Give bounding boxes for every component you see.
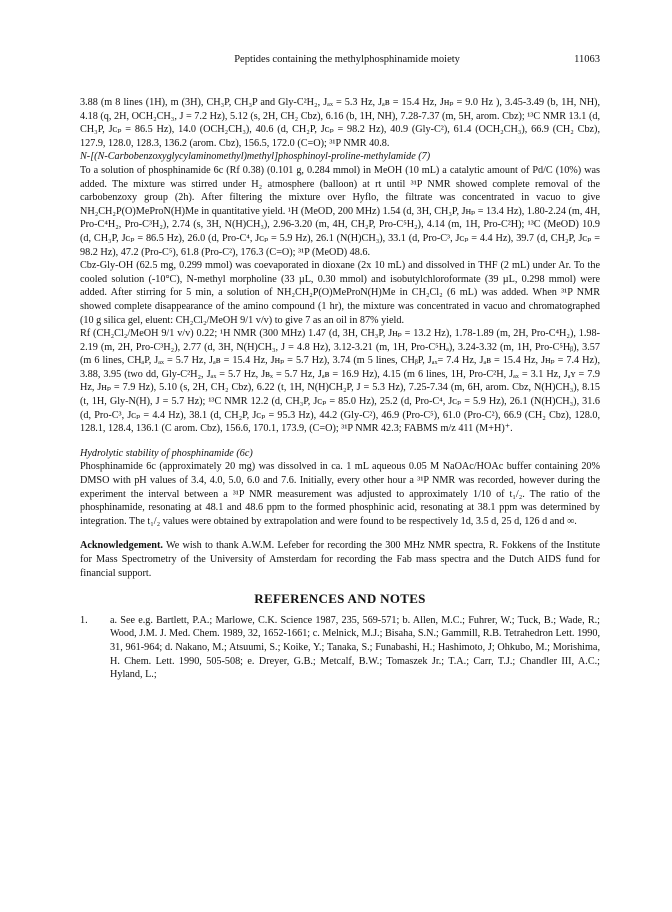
reference-text: a. See e.g. Bartlett, P.A.; Marlowe, C.K. Science 1987, 235, 569-571; b. Allen, M.C.; Fuhrer, W.; Tuck, B.; Wade, R.; Wood, J.M. J. Med. Chem. 1989, 32, 1652-1661; c. Melnick, M.J.; Bisaha, S.N.; Gammill, R.B. Tetrahedron Lett. 1990, 31, 961-964; d. Nakano, M.; Atsuumi, S.; Koike, Y.; Tanaka, S.; Funabashi, H.; Hashimoto, J; Ohkubo, M.; Morishima, H. Chem. Lett. 1990, 505-508; e. Dreyer, G.B.; Metcalf, B.W.; Tomaszek Jr.; T.A.; Carr, T.J.; Chandler III, A.C.; Hyland, L.; bbox=[110, 614, 600, 681]
compound-7-title: N-[(N-Carbobenzoxyglycylaminomethyl)methyl]phosphinoyl-proline-methylamide (7) bbox=[80, 151, 431, 163]
running-title: Peptides containing the methylphosphinamide moiety bbox=[234, 54, 460, 65]
page-number: 11063 bbox=[574, 54, 600, 65]
compound-7-coupling: Cbz-Gly-OH (62.5 mg, 0.299 mmol) was coevaporated in dioxane (2x 10 mL) and dissolved in THF (2 mL) under Ar. To the cooled solution (-10°C), N-methyl morpholine (33 µL, 0.30 mmol) and isobutylchloroformate (39 µL, 0.298 mmol) were added. After stirring for 5 min, a solution of NH₂CH₂P(O)MeProN(H)Me in CH₂Cl₂ (6 mL) was added. When ³¹P NMR showed complete disappearance of the amino compound (1 hr), the mixture was concentrated in vacuo and chromatographed (10 g silica gel, eluent: CH₂Cl₂/MeOH 9/1 v/v) to give 7 as an oil in 87% yield. bbox=[80, 260, 600, 326]
running-header bbox=[80, 54, 600, 65]
hydrolytic-stability-text: Phosphinamide 6c (approximately 20 mg) was dissolved in ca. 1 mL aqueous 0.05 M NaOAc/HOAc buffer containing 20% DMSO with pH values of 3.4, 4.0, 5.0, 6.0 and 7.6. Initially, every other hour a ³¹P NMR was recorded, however during the experiment the interval between a ³¹P NMR measurement was adjusted to approximately 1/10 of t₁/₂. The ratio of the phosphinamide, resonating at 48.1 and 48.6 ppm to the formed phosphinic acid, resonating at 38.1 ppm was determined by integration. The t₁/₂ values were obtained by extrapolation and were found to be respectively 1d, 3.5 d, 25 d, 126 d and ∞. bbox=[80, 461, 600, 527]
article-body bbox=[80, 96, 600, 682]
compound-7-characterization: Rf (CH₂Cl₂/MeOH 9/1 v/v) 0.22; ¹H NMR (300 MHz) 1.47 (d, 3H, CH₃P, Jʜₚ = 13.2 Hz), 1.78-1.89 (m, 2H, Pro-C⁴H₂), 1.98-2.19 (m, 2H, Pro-C³H₂), 2.77 (d, 3H, N(H)CH₃, J = 4.8 Hz), 3.12-3.21 (m, 1H, Pro-C⁵Hₐ), 3.24-3.32 (m, 1H, Pro-C⁵Hᵦ), 3.57 (m 6 lines, CHₐP, Jₐₓ = 5.7 Hz, Jₐʙ = 15.4 Hz, Jʜₚ = 5.7 Hz), 3.74 (m 5 lines, CHᵦP, Jₐₓ= 7.4 Hz, Jₐʙ = 15.4 Hz, Jʜₚ = 7.4 Hz), 3.88, 3.95 (two dd, Gly-C²H₂, Jₐₓ = 5.7 Hz, Jʙₓ = 5.7 Hz, Jₐʙ = 16.9 Hz), 4.15 (m 6 lines, 1H, Pro-C²H, Jₐₓ = 3.1 Hz, Jₐʏ = 7.9 Hz, Jʜₚ = 7.9 Hz), 5.10 (s, 2H, CH₂ Cbz), 6.22 (t, 1H, N(H)CH₂P, J = 5.3 Hz), 7.25-7.34 (m, 6H, arom. Cbz, N(H)CH₃), 8.15 (t, 1H, Gly-N(H), J = 5.7 Hz); ¹³C NMR 12.2 (d, CH₃P, Jᴄₚ = 85.0 Hz), 25.2 (d, Pro-C⁴, Jᴄₚ = 5.9 Hz), 26.1 (N(H)CH₃), 31.6 (d, Pro-C³, Jᴄₚ = 4.4 Hz), 38.1 (d, CH₂P, Jᴄₚ = 95.3 Hz), 44.2 (Gly-C²), 46.9 (Pro-C⁵), 61.0 (Pro-C²), 66.9 (CH₂ Cbz), 128.0, 128.1, 128.4, 136.1 (C arom. Cbz), 156.6, 170.1, 173.9, (C=O); ³¹P NMR 42.3; FABMS m/z 411 (M+H)⁺. bbox=[80, 328, 600, 435]
compound-7-procedure: To a solution of phosphinamide 6c (Rf 0.38) (0.101 g, 0.284 mmol) in MeOH (10 mL) a catalytic amount of Pd/C (10%) was added. The mixture was stirred under H₂ atmosphere (balloon) at rt until ³¹P NMR showed complete removal of the carbobenzoxy group (2h). After filtering the mixture over Hyflo, the filtrate was concentrated in vacuo to give NH₂CH₂P(O)MeProN(H)Me in quantitative yield. ¹H (MeOD, 200 MHz) 1.54 (d, 3H, CH₃P, Jʜₚ = 13.4 Hz), 1.80-2.24 (m, 4H, Pro-C⁴H₂, Pro-C³H₂), 2.74 (s, 3H, N(H)CH₃), 2.96-3.20 (m, 4H, CH₂P, Pro-C⁵H₂), 4.14 (m, 1H, Pro-C²H); ¹³C (MeOD) 10.9 (d, CH₃P, Jᴄₚ = 86.5 Hz), 26.0 (d, Pro-C⁴, Jᴄₚ = 5.9 Hz), 26.1 (N(H)CH₃), 33.1 (d, Pro-C³, Jᴄₚ = 4.4 Hz), 39.7 (d, CH₂P, Jᴄₚ = 98.2 Hz), 47.2 (Pro-C⁵), 61.8 (Pro-C²), 176.3 (C=O); ³¹P (MeOD) 48.6. bbox=[80, 164, 600, 258]
acknowledgement-text: We wish to thank A.W.M. Lefeber for recording the 300 MHz NMR spectra, R. Fokkens of the Institute for Mass Spectrometry of the University of Amsterdam for recording the Fab mass spectra and the Dutch AIDS fund for financial support. bbox=[80, 540, 600, 579]
reference-item bbox=[80, 614, 600, 682]
reference-number: 1. bbox=[80, 614, 88, 626]
nmr-data-paragraph: 3.88 (m 8 lines (1H), m (3H), CH₃P, CH₃P and Gly-C²H₂, Jₐₓ = 5.3 Hz, Jₐʙ = 15.4 Hz, Jʜₚ = 9.0 Hz ), 3.45-3.49 (b, 1H, NH), 4.18 (q, 2H, OCH₂CH₃, J = 7.2 Hz), 5.12 (s, 2H, CH₂ Cbz), 6.16 (b, 1H, NH), 7.28-7.37 (m, 5H, arom. Cbz); ¹³C NMR 13.1 (d, CH₃P, Jᴄₚ = 86.5 Hz), 14.0 (OCH₂CH₃), 40.6 (d, CH₂P, Jᴄₚ = 98.2 Hz), 40.9 (Gly-C²), 61.4 (OCH₂CH₃), 66.9 (CH₂ Cbz), 127.9, 128.0, 128.3, 136.2 (arom. Cbz), 156.5, 172.0 (C=O); ³¹P NMR 40.8. bbox=[80, 97, 600, 149]
references-heading: REFERENCES AND NOTES bbox=[254, 591, 426, 607]
acknowledgement-label: Acknowledgement. bbox=[80, 540, 163, 552]
acknowledgement bbox=[80, 539, 600, 580]
hydrolytic-stability-title: Hydrolytic stability of phosphinamide (6c) bbox=[80, 447, 253, 459]
